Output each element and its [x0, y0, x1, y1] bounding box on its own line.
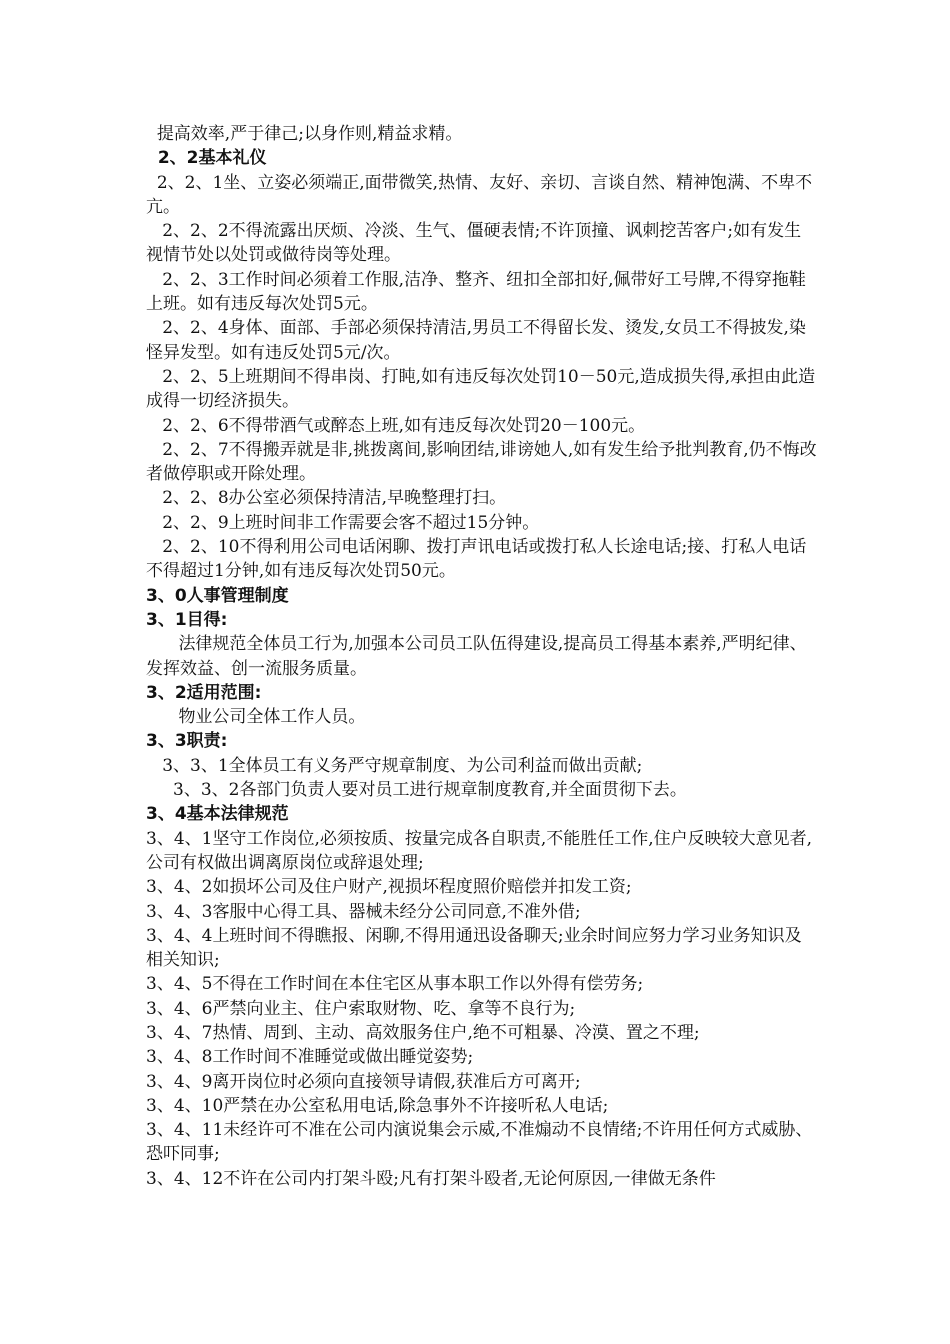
paragraph: 2、2、4身体、面部、手部必须保持清洁,男员工不得留长发、烫发,女员工不得披发,染怪异发型。如有违反处罚5元/次。	[146, 318, 806, 363]
paragraph: 2、2、5上班期间不得串岗、打盹,如有违反每次处罚10－50元,造成损失得,承担由此造成得一切经济损失。	[146, 366, 816, 412]
document-body	[146, 122, 818, 1191]
paragraph: 3、3、1全体员工有义务严守规章制度、为公司利益而做出贡献;	[146, 755, 643, 776]
paragraph: 2、2、7不得搬弄就是非,挑拨离间,影响团结,诽谤她人,如有发生给予批判教育,仍不悔改者做停职或开除处理。	[146, 439, 817, 485]
paragraph: 2、2、1坐、立姿必须端正,面带微笑,热情、友好、亲切、言谈自然、精神饱满、不卑不亢。	[146, 172, 813, 217]
paragraph: 3、4、8工作时间不准睡觉或做出睡觉姿势;	[146, 1047, 474, 1068]
paragraph: 2、2、6不得带酒气或醉态上班,如有违反每次处罚20－100元。	[146, 415, 646, 436]
section-heading: 3、3职责:	[146, 731, 228, 752]
paragraph: 3、4、6严禁向业主、住户索取财物、吃、拿等不良行为;	[146, 998, 576, 1019]
paragraph: 2、2、3工作时间必须着工作服,洁净、整齐、纽扣全部扣好,佩带好工号牌,不得穿拖鞋上班。如有违反每次处罚5元。	[146, 269, 806, 315]
paragraph: 2、2、2不得流露出厌烦、冷淡、生气、僵硬表情;不许顶撞、讽刺挖苦客户;如有发生视情节处以处罚或做待岗等处理。	[146, 221, 802, 266]
paragraph: 3、4、12不许在公司内打架斗殴;凡有打架斗殴者,无论何原因,一律做无条件	[146, 1168, 716, 1189]
paragraph: 法律规范全体员工行为,加强本公司员工队伍得建设,提高员工得基本素养,严明纪律、发挥效益、创一流服务质量。	[146, 634, 807, 679]
paragraph: 3、4、1坚守工作岗位,必须按质、按量完成各自职责,不能胜任工作,住户反映较大意见者,公司有权做出调离原岗位或辞退处理;	[146, 828, 813, 873]
paragraph: 3、4、3客服中心得工具、器械未经分公司同意,不准外借;	[146, 901, 581, 922]
paragraph: 2、2、9上班时间非工作需要会客不超过15分钟。	[146, 512, 540, 533]
section-heading: 3、4基本法律规范	[146, 804, 289, 825]
paragraph: 3、3、2各部门负责人要对员工进行规章制度教育,并全面贯彻下去。	[146, 780, 687, 801]
paragraph: 3、4、10严禁在办公室私用电话,除急事外不许接听私人电话;	[146, 1095, 609, 1116]
paragraph: 3、4、2如损坏公司及住户财产,视损坏程度照价赔偿并扣发工资;	[146, 877, 632, 898]
paragraph: 物业公司全体工作人员。	[146, 707, 366, 728]
paragraph: 2、2、10不得利用公司电话闲聊、拨打声讯电话或拨打私人长途电话;接、打私人电话不得超过1分钟,如有违反每次处罚50元。	[146, 537, 807, 582]
paragraph: 3、4、7热情、周到、主动、高效服务住户,绝不可粗暴、冷漠、置之不理;	[146, 1022, 700, 1043]
paragraph: 2、2、8办公室必须保持清洁,早晚整理打扫。	[146, 488, 507, 509]
paragraph: 3、4、4上班时间不得瞧报、闲聊,不得用通迅设备聊天;业余时间应努力学习业务知识及相关知识;	[146, 925, 802, 971]
section-heading: 3、0人事管理制度	[146, 585, 289, 606]
paragraph: 3、4、5不得在工作时间在本住宅区从事本职工作以外得有偿劳务;	[146, 974, 644, 995]
paragraph: 3、4、11未经许可不准在公司内演说集会示威,不准煽动不良情绪;不许用任何方式威胁、恐吓同事;	[146, 1120, 813, 1165]
paragraph: 3、4、9离开岗位时必须向直接领导请假,获准后方可离开;	[146, 1071, 581, 1092]
section-heading: 3、2适用范围:	[146, 682, 262, 703]
section-heading: 2、2基本礼仪	[146, 148, 267, 169]
section-heading: 3、1目得:	[146, 609, 228, 630]
paragraph: 提高效率,严于律己;以身作则,精益求精。	[146, 124, 463, 144]
